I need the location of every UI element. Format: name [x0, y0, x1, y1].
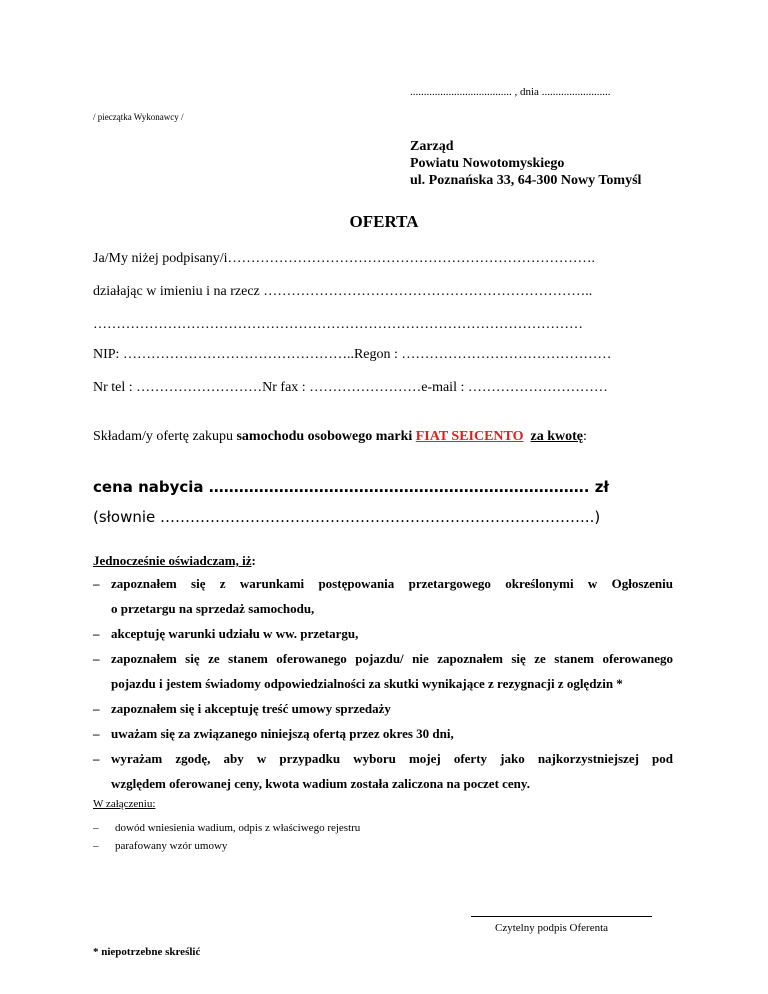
- on-behalf-field: działając w imieniu i na rzecz ……………………………………………………………..: [93, 284, 593, 299]
- price-words: (słownie …………………………………………………………………………...): [93, 508, 601, 526]
- list-item-text: względem oferowanej ceny, kwota wadium została zaliczona na poczet ceny.: [111, 776, 530, 791]
- footnote: * niepotrzebne skreślić: [93, 946, 201, 958]
- signature-line: [471, 916, 652, 917]
- dash: –: [93, 576, 100, 591]
- list-item: [93, 646, 673, 696]
- list-item-text: parafowany wzór umowy: [115, 840, 228, 852]
- undersigned-field: Ja/My niżej podpisany/i…………………………………………………………………….: [93, 251, 596, 266]
- list-item-text: akceptuję warunki udziału w ww. przetargu,: [111, 626, 359, 641]
- dash: –: [93, 840, 99, 852]
- dash: –: [93, 626, 100, 641]
- list-item: [93, 696, 673, 721]
- document-title: OFERTA: [349, 212, 419, 231]
- address-line: ul. Poznańska 33, 64-300 Nowy Tomyśl: [410, 173, 642, 188]
- offer-colon: :: [583, 429, 587, 444]
- attachments-heading: W załączeniu:: [93, 798, 156, 810]
- offer-vehicle: samochodu osobowego marki: [236, 429, 416, 444]
- dash: –: [93, 651, 100, 666]
- list-item-text: zapoznałem się z warunkami postępowania przetargowego określonymi w Ogłoszeniu: [111, 576, 673, 591]
- dots-line: ……………………………………………………………………………………………: [93, 317, 583, 332]
- list-item-text: zapoznałem się ze stanem oferowanego pojazdu/ nie zapoznałem się ze stanem oferowanego: [111, 651, 673, 666]
- contact-field: Nr tel : ………………………Nr fax : ……………………e-mail : …………………………: [93, 380, 608, 395]
- vehicle-brand: FIAT SEICENTO: [415, 429, 524, 444]
- declaration-heading: [93, 553, 256, 569]
- offer-amount-label: za kwotę: [530, 429, 584, 444]
- dash: –: [93, 701, 100, 716]
- offer-statement: [93, 429, 587, 445]
- dash: –: [93, 726, 100, 741]
- list-item-text: zapoznałem się i akceptuję treść umowy sprzedaży: [111, 701, 391, 716]
- list-item: [93, 822, 360, 834]
- offer-prefix: Składam/y ofertę zakupu: [93, 429, 237, 444]
- stamp-label: / pieczątka Wykonawcy /: [93, 112, 184, 122]
- list-item-text: pojazdu i jestem świadomy odpowiedzialności za skutki wynikające z rezygnacji z oględzin *: [111, 676, 623, 691]
- list-item: [93, 571, 673, 621]
- list-item-text: uważam się za związanego niniejszą ofertą przez okres 30 dni,: [111, 726, 454, 741]
- declaration-colon: :: [251, 553, 256, 568]
- dash: –: [93, 822, 99, 834]
- recipient-address: [410, 138, 641, 189]
- list-item: [93, 840, 227, 852]
- declaration-list: [93, 571, 673, 796]
- declaration-heading-text: Jednocześnie oświadczam, iż: [93, 553, 252, 568]
- list-item-text: dowód wniesienia wadium, odpis z właściwego rejestru: [115, 822, 361, 834]
- nip-regon-field: NIP: …………………………………………..Regon : ………………………………………: [93, 347, 612, 362]
- list-item: [93, 746, 673, 796]
- address-line: Powiatu Nowotomyskiego: [410, 156, 565, 171]
- list-item-text: o przetargu na sprzedaż samochodu,: [111, 601, 315, 616]
- list-item-text: wyrażam zgodę, aby w przypadku wyboru mojej oferty jako najkorzystniejszej pod: [111, 751, 673, 766]
- signature-label: Czytelny podpis Oferenta: [495, 922, 609, 934]
- date-line: ..................................... , dnia .........................: [410, 86, 611, 98]
- dash: –: [93, 751, 100, 766]
- list-item: [93, 721, 673, 746]
- address-line: Zarząd: [410, 139, 454, 154]
- list-item: [93, 621, 673, 646]
- price-line: cena nabycia …………………………………………………………………. zł: [93, 478, 609, 496]
